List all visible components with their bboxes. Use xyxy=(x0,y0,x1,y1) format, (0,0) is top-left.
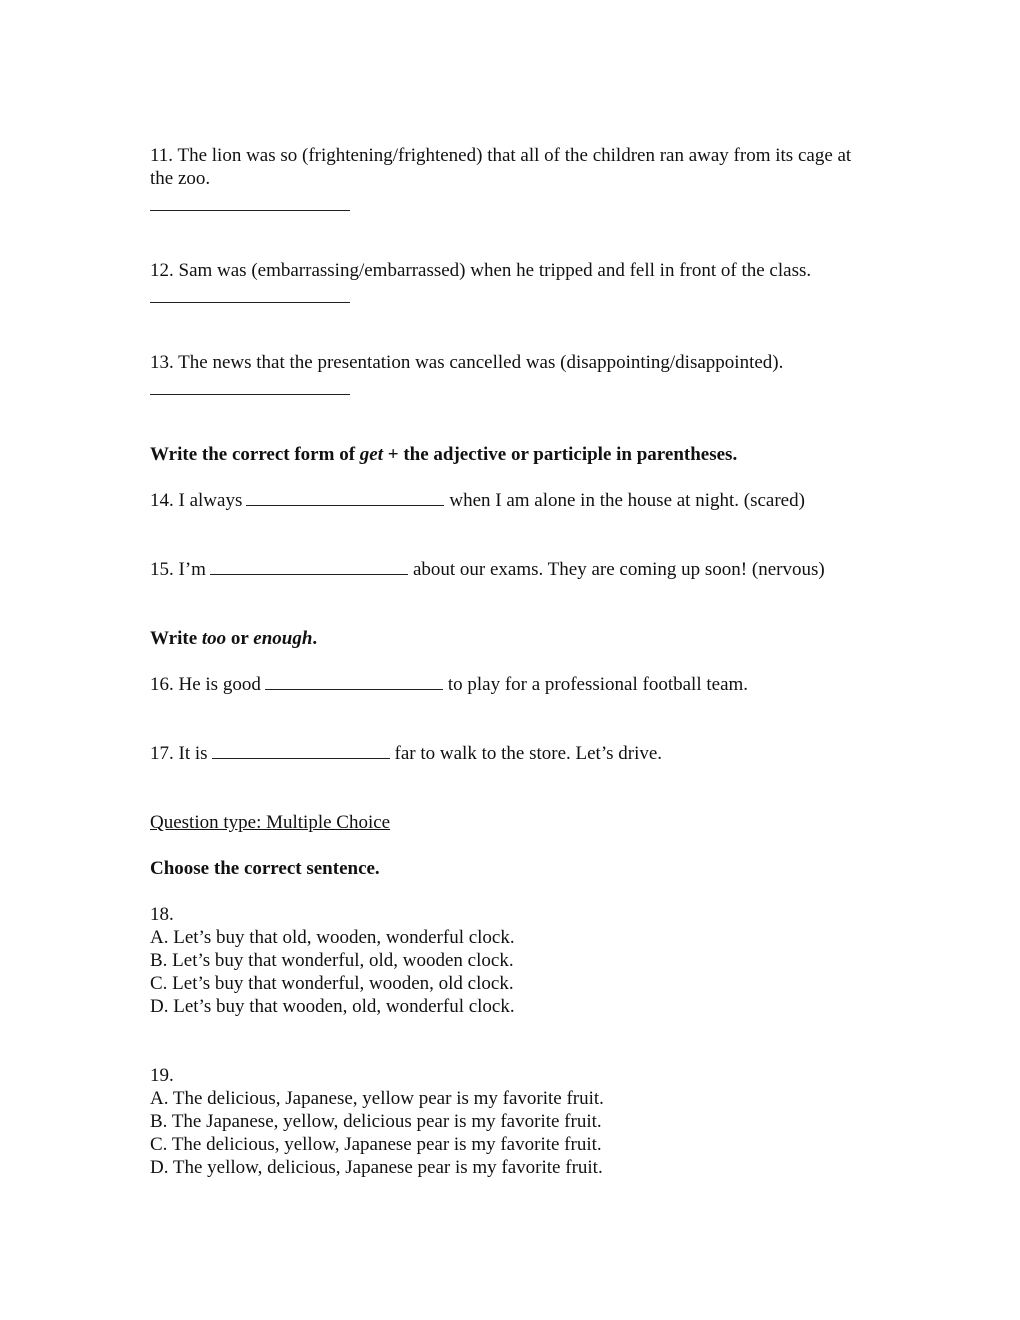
question-11 xyxy=(150,144,872,190)
answer-blank-15[interactable] xyxy=(210,558,408,575)
question-15 xyxy=(150,558,825,581)
mc-option-c[interactable]: C. Let’s buy that wonderful, wooden, old clock. xyxy=(150,973,514,994)
question-before: I always xyxy=(178,490,243,511)
question-number: 12. xyxy=(150,260,174,281)
instruction-text: . xyxy=(312,628,318,649)
question-before: I’m xyxy=(178,559,206,580)
question-12 xyxy=(150,259,811,282)
question-number: 11. xyxy=(150,145,174,166)
question-number: 18. xyxy=(150,904,174,925)
mc-question-18 xyxy=(150,903,515,1018)
question-14 xyxy=(150,489,805,512)
mc-option-b[interactable]: B. Let’s buy that wonderful, old, wooden clock. xyxy=(150,950,514,971)
question-number: 17. xyxy=(150,743,174,764)
question-number: 13. xyxy=(150,352,174,373)
instruction-italic-too: too xyxy=(201,628,227,649)
section-instruction-mc: Choose the correct sentence. xyxy=(150,858,380,879)
mc-option-d[interactable]: D. The yellow, delicious, Japanese pear is my favorite fruit. xyxy=(150,1157,603,1178)
question-after: about our exams. They are coming up soon! (nervous) xyxy=(412,559,825,580)
mc-option-a[interactable]: A. Let’s buy that old, wooden, wonderful clock. xyxy=(150,927,515,948)
question-after: far to walk to the store. Let’s drive. xyxy=(394,743,663,764)
mc-option-b[interactable]: B. The Japanese, yellow, delicious pear is my favorite fruit. xyxy=(150,1111,602,1132)
instruction-italic-enough: enough xyxy=(253,628,313,649)
question-text: The lion was so (frightening/frightened) that all of the children ran away from its cage at the zoo. xyxy=(150,145,852,189)
instruction-italic-get: get xyxy=(359,444,383,465)
question-17 xyxy=(150,742,662,765)
mc-option-d[interactable]: D. Let’s buy that wooden, old, wonderful clock. xyxy=(150,996,515,1017)
answer-blank-14[interactable] xyxy=(246,489,444,506)
question-after: when I am alone in the house at night. (scared) xyxy=(449,490,805,511)
instruction-text: + the adjective or participle in parentheses. xyxy=(383,444,738,465)
instruction-text: or xyxy=(226,628,254,649)
section-instruction-get xyxy=(150,443,737,466)
question-after: to play for a professional football team. xyxy=(447,674,749,695)
answer-blank-16[interactable] xyxy=(265,673,443,690)
instruction-text: Write the correct form of xyxy=(150,444,360,465)
question-text: The news that the presentation was cancelled was (disappointing/disappointed). xyxy=(178,352,784,373)
mc-option-a[interactable]: A. The delicious, Japanese, yellow pear is my favorite fruit. xyxy=(150,1088,604,1109)
question-number: 15. xyxy=(150,559,174,580)
answer-blank-12[interactable] xyxy=(150,302,350,303)
instruction-text: Write xyxy=(150,628,202,649)
mc-option-c[interactable]: C. The delicious, yellow, Japanese pear is my favorite fruit. xyxy=(150,1134,602,1155)
question-number: 19. xyxy=(150,1065,174,1086)
answer-blank-11[interactable] xyxy=(150,210,350,211)
question-type-label: Question type: Multiple Choice xyxy=(150,812,391,833)
question-text: Sam was (embarrassing/embarrassed) when he tripped and fell in front of the class. xyxy=(178,260,812,281)
answer-blank-17[interactable] xyxy=(212,742,390,759)
mc-question-19 xyxy=(150,1064,604,1179)
question-number: 16. xyxy=(150,674,174,695)
section-instruction-too-enough xyxy=(150,627,317,650)
answer-blank-13[interactable] xyxy=(150,394,350,395)
question-number: 14. xyxy=(150,490,174,511)
question-16 xyxy=(150,673,748,696)
question-before: It is xyxy=(178,743,208,764)
question-13 xyxy=(150,351,783,374)
question-before: He is good xyxy=(178,674,261,695)
